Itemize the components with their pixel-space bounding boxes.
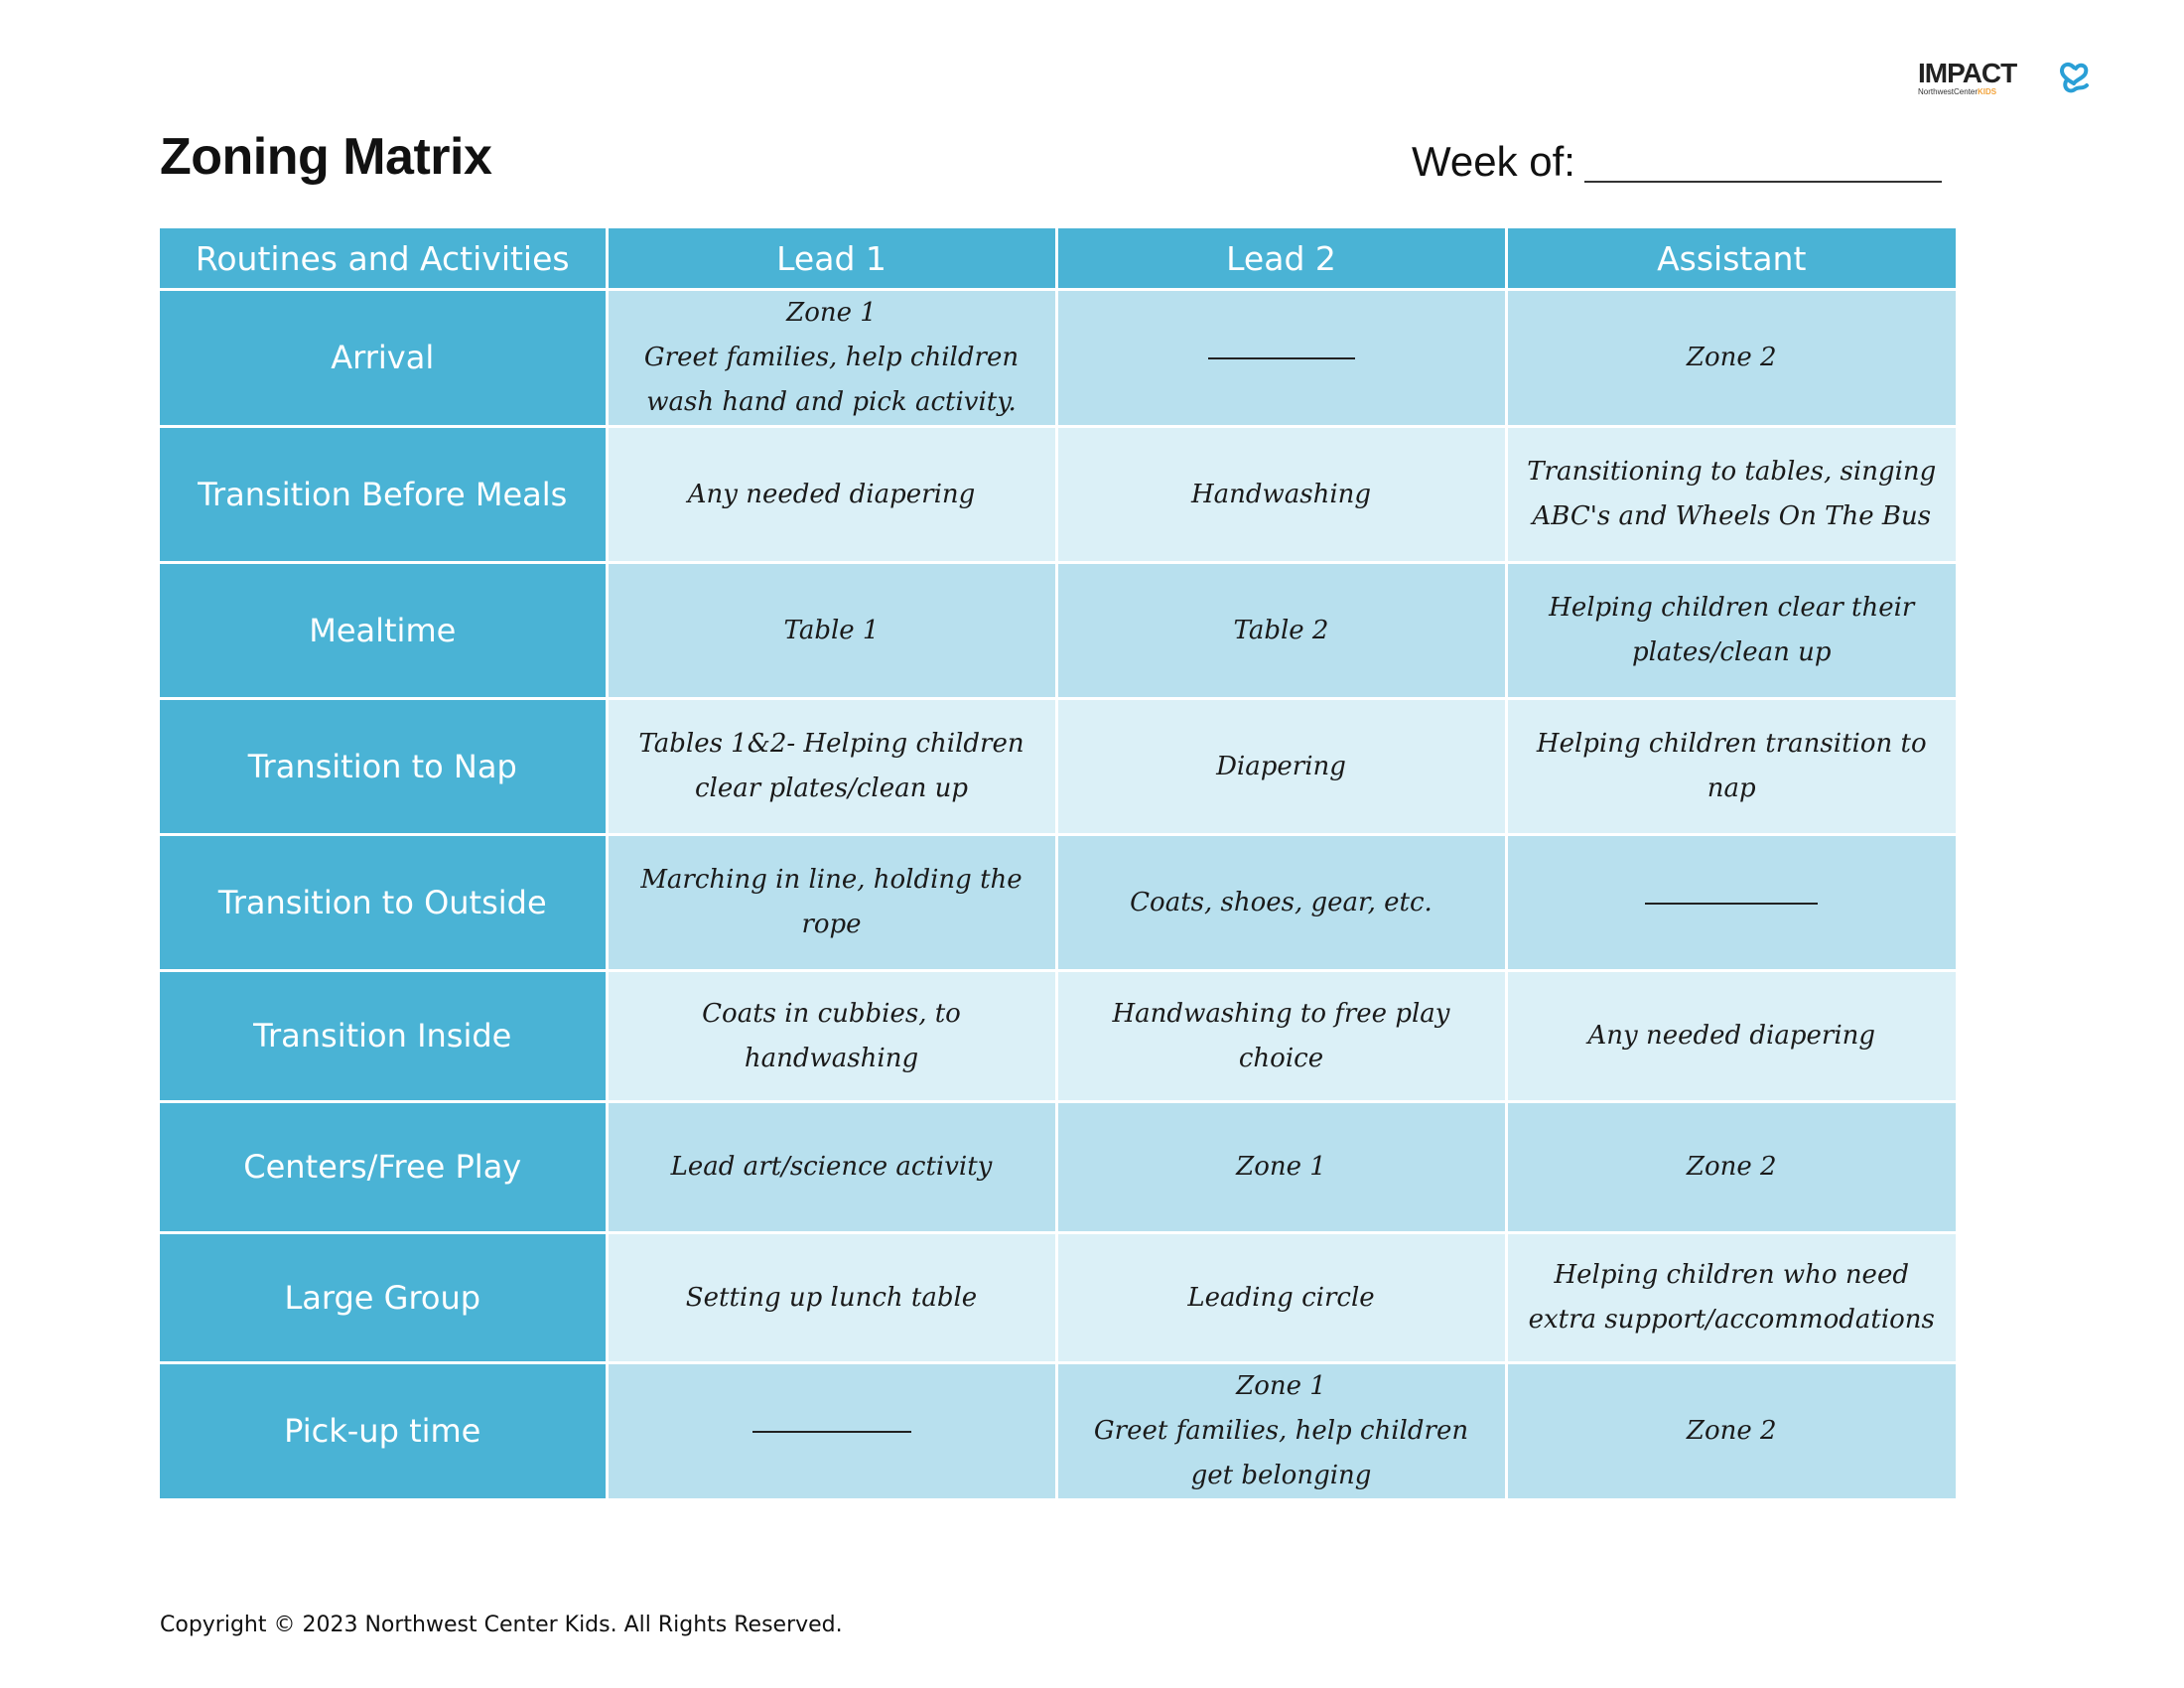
- lead-1-cell[interactable]: [607, 1233, 1056, 1363]
- logo-main-text: IMPACT: [1918, 58, 2017, 88]
- cell-text: Lead art/science activity: [670, 1152, 993, 1182]
- impact-logo: [1918, 60, 2092, 97]
- week-of-label: Week of:: [1412, 138, 1575, 185]
- cell-text: Zone 2: [1686, 1416, 1777, 1446]
- lead-2-cell[interactable]: [1056, 835, 1506, 971]
- table-row: [160, 699, 1956, 835]
- cell-text: Coats in cubbies, to handwashing: [702, 998, 961, 1073]
- routine-label: Centers/Free Play: [160, 1102, 607, 1233]
- lead-2-cell[interactable]: [1056, 699, 1506, 835]
- cell-text: Setting up lunch table: [685, 1282, 978, 1313]
- lead-2-cell[interactable]: [1056, 1102, 1506, 1233]
- copyright-notice: Copyright © 2023 Northwest Center Kids. All Rights Reserved.: [160, 1613, 843, 1637]
- table-row: [160, 290, 1956, 427]
- cell-text: Zone 2: [1686, 343, 1777, 372]
- lead-2-cell[interactable]: [1056, 971, 1506, 1102]
- cell-text: Any needed diapering: [1587, 1021, 1876, 1051]
- table-row: [160, 427, 1956, 563]
- lead-2-cell[interactable]: [1056, 427, 1506, 563]
- blank-line: [1208, 357, 1355, 359]
- lead-1-cell[interactable]: [607, 971, 1056, 1102]
- lead-1-cell[interactable]: [607, 290, 1056, 427]
- header-lead-1: Lead 1: [607, 228, 1056, 290]
- lead-2-cell[interactable]: [1056, 290, 1506, 427]
- blank-line: [752, 1431, 911, 1433]
- lead-2-cell[interactable]: [1056, 563, 1506, 699]
- lead-1-cell[interactable]: [607, 835, 1056, 971]
- routine-label: Transition to Nap: [160, 699, 607, 835]
- cell-text: Leading circle: [1187, 1282, 1375, 1313]
- logo-wordmark: [1918, 60, 2016, 96]
- logo-sub-text: [1918, 87, 2016, 96]
- zoning-matrix-table: [160, 228, 1956, 1501]
- assistant-cell[interactable]: [1506, 699, 1956, 835]
- lead-1-cell[interactable]: [607, 699, 1056, 835]
- lead-2-cell[interactable]: [1056, 1363, 1506, 1500]
- routine-label: Transition Inside: [160, 971, 607, 1102]
- cell-text: Zone 2: [1686, 1152, 1777, 1182]
- lead-1-cell[interactable]: [607, 563, 1056, 699]
- lead-1-cell[interactable]: [607, 1363, 1056, 1500]
- assistant-cell[interactable]: [1506, 835, 1956, 971]
- cell-text: Zone 1: [1236, 1152, 1326, 1182]
- assistant-cell[interactable]: [1506, 1102, 1956, 1233]
- cell-text: Diapering: [1216, 751, 1346, 781]
- cell-text: Marching in line, holding the rope: [640, 865, 1023, 939]
- routine-label: Transition Before Meals: [160, 427, 607, 563]
- table-header-row: [160, 228, 1956, 290]
- assistant-cell[interactable]: [1506, 427, 1956, 563]
- week-of-field[interactable]: [1584, 181, 1942, 183]
- assistant-cell[interactable]: [1506, 563, 1956, 699]
- routine-label: Pick-up time: [160, 1363, 607, 1500]
- table-row: [160, 971, 1956, 1102]
- table-row: [160, 835, 1956, 971]
- cell-text: Table 2: [1233, 615, 1329, 645]
- page-title: Zoning Matrix: [160, 128, 492, 186]
- cell-text: Helping children who need extra support/accommodations: [1528, 1260, 1935, 1335]
- routine-label: Transition to Outside: [160, 835, 607, 971]
- assistant-cell[interactable]: [1506, 971, 1956, 1102]
- logo-sub-accent: KIDS: [1978, 87, 1997, 96]
- routine-label: Large Group: [160, 1233, 607, 1363]
- cell-text: Helping children transition to nap: [1536, 729, 1927, 803]
- table-row: [160, 1102, 1956, 1233]
- cell-text: Transitioning to tables, singing ABC's and Wheels On The Bus: [1527, 457, 1937, 531]
- heart-hands-icon: [2057, 62, 2091, 95]
- table-row: [160, 563, 1956, 699]
- cell-text: Handwashing to free play choice: [1112, 998, 1450, 1073]
- logo-sub-name: NorthwestCenter: [1918, 87, 1979, 96]
- routine-label: Mealtime: [160, 563, 607, 699]
- table-row: [160, 1233, 1956, 1363]
- cell-text: Table 1: [783, 615, 880, 645]
- cell-text: Handwashing: [1190, 479, 1372, 509]
- cell-text: Tables 1&2- Helping children clear plates/clean up: [638, 729, 1024, 803]
- assistant-cell[interactable]: [1506, 1363, 1956, 1500]
- lead-1-cell[interactable]: [607, 427, 1056, 563]
- header-lead-2: Lead 2: [1056, 228, 1506, 290]
- cell-text: Any needed diapering: [687, 479, 976, 509]
- blank-line: [1645, 903, 1818, 905]
- assistant-cell[interactable]: [1506, 290, 1956, 427]
- cell-text: Helping children clear their plates/clean up: [1549, 593, 1915, 667]
- table-row: [160, 1363, 1956, 1500]
- header-assistant: Assistant: [1506, 228, 1956, 290]
- lead-1-cell[interactable]: [607, 1102, 1056, 1233]
- routine-label: Arrival: [160, 290, 607, 427]
- cell-text: Coats, shoes, gear, etc.: [1130, 887, 1433, 917]
- assistant-cell[interactable]: [1506, 1233, 1956, 1363]
- header-routines: Routines and Activities: [160, 228, 607, 290]
- cell-text: Zone 1 Greet families, help children get belonging: [1093, 1371, 1469, 1490]
- cell-text: Zone 1 Greet families, help children wash hand and pick activity.: [643, 298, 1020, 417]
- lead-2-cell[interactable]: [1056, 1233, 1506, 1363]
